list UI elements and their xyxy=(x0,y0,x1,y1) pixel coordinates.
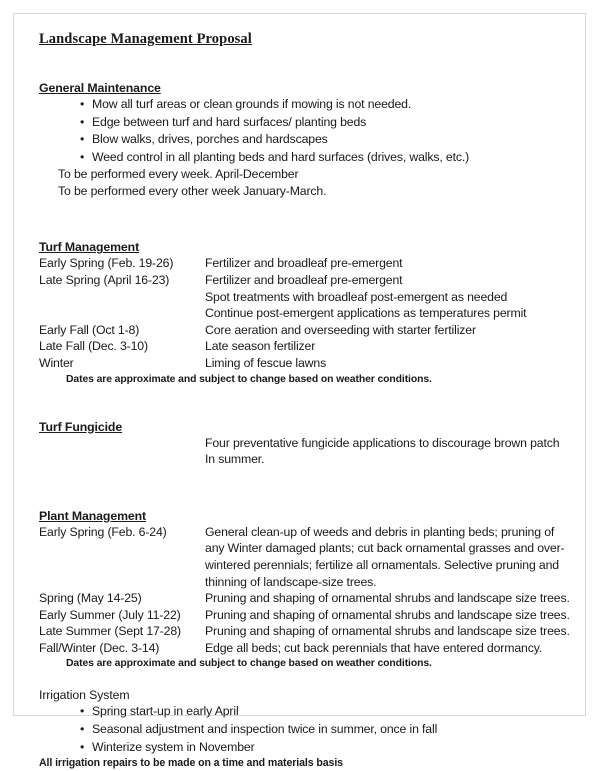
document-page xyxy=(13,13,586,770)
list-item xyxy=(39,114,574,132)
schedule-period: Fall/Winter (Dec. 3-14) xyxy=(39,640,160,655)
list-item-label: Weed control in all planting beds and hard surfaces (drives, walks, etc.) xyxy=(92,149,470,164)
schedule-row xyxy=(39,524,574,590)
schedule-period: Early Spring (Feb. 19-26) xyxy=(39,256,174,271)
schedule-period: Early Spring (Feb. 6-24) xyxy=(39,524,167,539)
schedule-row xyxy=(39,623,574,640)
irrigation-repairs-note: All irrigation repairs to be made on a time and materials basis xyxy=(39,757,343,770)
schedule-row xyxy=(39,272,574,322)
schedule-task-line: Spot treatments with broadleaf post-emergent as needed xyxy=(205,289,508,304)
schedule-task-line: Four preventative fungicide applications to discourage brown patch xyxy=(205,435,560,450)
bullet-icon: • xyxy=(80,722,85,737)
schedule-note-line: To be performed every week. April-December xyxy=(58,167,299,182)
list-item xyxy=(39,96,574,114)
schedule-task-line: Continue post-emergent applications as temperatures permit xyxy=(205,306,527,321)
section-heading: Turf Fungicide xyxy=(39,419,123,434)
general-maintenance-bullet-list xyxy=(39,96,574,166)
schedule-period: Late Summer (Sept 17-28) xyxy=(39,624,181,639)
schedule-row xyxy=(39,640,574,657)
bullet-icon: • xyxy=(80,132,85,147)
schedule-row xyxy=(39,607,574,624)
list-item xyxy=(39,703,574,721)
list-item-label: Winterize system in November xyxy=(92,739,255,754)
schedule-task-line: In summer. xyxy=(205,452,265,467)
bullet-icon: • xyxy=(80,704,85,719)
section-irrigation-system xyxy=(39,687,574,771)
schedule-note-line: To be performed every other week January-March. xyxy=(58,183,327,198)
document-content xyxy=(39,14,574,771)
disclaimer-note: Dates are approximate and subject to change based on weather conditions. xyxy=(66,658,432,670)
schedule-row xyxy=(39,435,574,468)
schedule-row xyxy=(39,322,574,339)
schedule-period: Late Spring (April 16-23) xyxy=(39,272,170,287)
bullet-icon: • xyxy=(80,739,85,754)
schedule-task: Core aeration and overseeding with starter fertilizer xyxy=(205,322,476,337)
schedule-row xyxy=(39,355,574,372)
section-heading: Turf Management xyxy=(39,240,140,255)
schedule-task: Fertilizer and broadleaf pre-emergent xyxy=(205,256,403,271)
schedule-task: Pruning and shaping of ornamental shrubs and landscape size trees. xyxy=(205,591,570,606)
schedule-period: Late Fall (Dec. 3-10) xyxy=(39,339,148,354)
schedule-period: Early Fall (Oct 1-8) xyxy=(39,322,140,337)
schedule-row xyxy=(39,590,574,607)
list-item xyxy=(39,739,574,757)
schedule-row xyxy=(39,255,574,272)
schedule-task: Pruning and shaping of ornamental shrubs and landscape size trees. xyxy=(205,607,570,622)
list-item xyxy=(39,131,574,149)
disclaimer-note: Dates are approximate and subject to change based on weather conditions. xyxy=(66,373,432,385)
section-plant-management xyxy=(39,508,574,672)
schedule-task-line: Fertilizer and broadleaf pre-emergent xyxy=(205,272,403,287)
list-item-label: Spring start-up in early April xyxy=(92,704,239,719)
section-turf-fungicide xyxy=(39,419,574,468)
schedule-task: General clean-up of weeds and debris in planting beds; pruning of any Winter damaged plants; cut back ornamental grasses and over-wintered perennials; fertilize all ornamentals. Selective pruning and thinning of landscape-size trees. xyxy=(205,524,565,589)
schedule-task: Late season fertilizer xyxy=(205,339,316,354)
list-item xyxy=(39,149,574,167)
bullet-icon: • xyxy=(80,114,85,129)
section-heading: General Maintenance xyxy=(39,81,161,95)
list-item-label: Mow all turf areas or clean grounds if mowing is not needed. xyxy=(92,97,412,111)
list-item-label: Seasonal adjustment and inspection twice in summer, once in fall xyxy=(92,722,438,737)
schedule-task xyxy=(205,435,574,468)
schedule-task: Liming of fescue lawns xyxy=(205,355,327,370)
list-item-label: Blow walks, drives, porches and hardscapes xyxy=(92,132,328,147)
bullet-icon: • xyxy=(80,97,85,111)
schedule-period: Winter xyxy=(39,355,74,370)
schedule-period: Early Summer (July 11-22) xyxy=(39,607,181,622)
page-title: Landscape Management Proposal xyxy=(39,31,252,47)
schedule-period: Spring (May 14-25) xyxy=(39,591,142,606)
section-general-maintenance xyxy=(39,80,574,199)
section-heading: Plant Management xyxy=(39,508,147,523)
section-heading: Irrigation System xyxy=(39,688,130,703)
section-turf-management xyxy=(39,239,574,386)
schedule-task: Pruning and shaping of ornamental shrubs and landscape size trees. xyxy=(205,624,570,639)
schedule-row xyxy=(39,338,574,355)
list-item-label: Edge between turf and hard surfaces/ planting beds xyxy=(92,114,367,129)
schedule-task: Edge all beds; cut back perennials that have entered dormancy. xyxy=(205,640,543,655)
schedule-task xyxy=(205,272,574,322)
bullet-icon: • xyxy=(80,149,85,164)
